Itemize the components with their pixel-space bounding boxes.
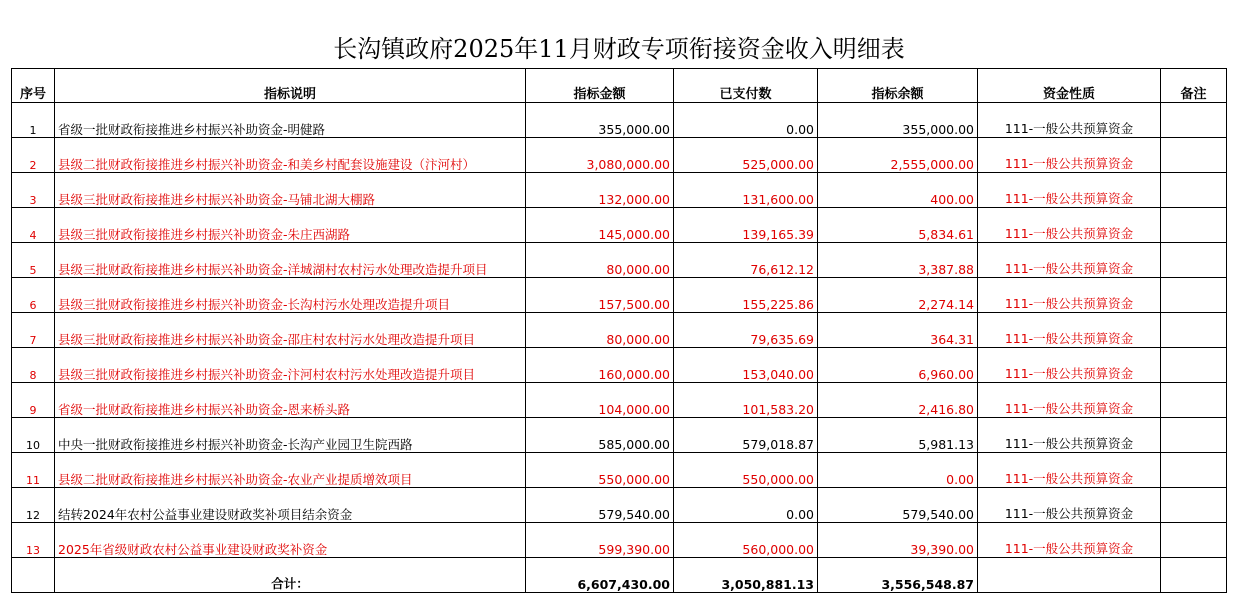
- row-amount: 579,540.00: [526, 488, 674, 523]
- row-balance: 2,416.80: [818, 383, 978, 418]
- row-balance: 2,555,000.00: [818, 138, 978, 173]
- total-label: 合计：: [55, 558, 526, 593]
- row-paid: 79,635.69: [674, 313, 818, 348]
- total-row: [12, 558, 1227, 593]
- row-balance: 579,540.00: [818, 488, 978, 523]
- row-paid: 525,000.00: [674, 138, 818, 173]
- table-row: [12, 418, 1227, 453]
- table-row: [12, 383, 1227, 418]
- row-remark: [1161, 488, 1227, 523]
- row-amount: 104,000.00: [526, 383, 674, 418]
- total-seq: [12, 558, 55, 593]
- header-paid: 已支付数: [674, 69, 818, 103]
- row-balance: 364.31: [818, 313, 978, 348]
- page-title: 长沟镇政府2025年11月财政专项衔接资金收入明细表: [333, 35, 905, 63]
- row-paid: 155,225.86: [674, 278, 818, 313]
- row-nature: 111-一般公共预算资金: [978, 173, 1161, 208]
- fund-table: [11, 68, 1227, 593]
- row-paid: 139,165.39: [674, 208, 818, 243]
- row-remark: [1161, 418, 1227, 453]
- header-balance: 指标余额: [818, 69, 978, 103]
- row-desc: 县级三批财政衔接推进乡村振兴补助资金-汴河村农村污水处理改造提升项目: [55, 348, 526, 383]
- row-paid: 101,583.20: [674, 383, 818, 418]
- total-nature: [978, 558, 1161, 593]
- row-desc: 结转2024年农村公益事业建设财政奖补项目结余资金: [55, 488, 526, 523]
- row-balance: 400.00: [818, 173, 978, 208]
- row-seq: 6: [12, 278, 55, 313]
- row-nature: 111-一般公共预算资金: [978, 348, 1161, 383]
- row-amount: 550,000.00: [526, 453, 674, 488]
- row-remark: [1161, 383, 1227, 418]
- row-nature: 111-一般公共预算资金: [978, 418, 1161, 453]
- table-row: [12, 103, 1227, 138]
- row-balance: 5,981.13: [818, 418, 978, 453]
- table-row: [12, 278, 1227, 313]
- row-amount: 160,000.00: [526, 348, 674, 383]
- row-desc: 县级三批财政衔接推进乡村振兴补助资金-洋城湖村农村污水处理改造提升项目: [55, 243, 526, 278]
- row-nature: 111-一般公共预算资金: [978, 523, 1161, 558]
- row-seq: 8: [12, 348, 55, 383]
- table-row: [12, 453, 1227, 488]
- table-row: [12, 173, 1227, 208]
- header-remark: 备注: [1161, 69, 1227, 103]
- total-amount: 6,607,430.00: [526, 558, 674, 593]
- row-nature: 111-一般公共预算资金: [978, 488, 1161, 523]
- table-body: [12, 103, 1227, 593]
- table-row: [12, 488, 1227, 523]
- row-desc: 县级三批财政衔接推进乡村振兴补助资金-邵庄村农村污水处理改造提升项目: [55, 313, 526, 348]
- row-amount: 132,000.00: [526, 173, 674, 208]
- row-paid: 560,000.00: [674, 523, 818, 558]
- row-seq: 1: [12, 103, 55, 138]
- row-paid: 0.00: [674, 103, 818, 138]
- header-seq: 序号: [12, 69, 55, 103]
- row-amount: 80,000.00: [526, 243, 674, 278]
- row-remark: [1161, 523, 1227, 558]
- row-nature: 111-一般公共预算资金: [978, 313, 1161, 348]
- row-amount: 355,000.00: [526, 103, 674, 138]
- row-amount: 157,500.00: [526, 278, 674, 313]
- row-balance: 2,274.14: [818, 278, 978, 313]
- row-nature: 111-一般公共预算资金: [978, 383, 1161, 418]
- header-row: [12, 69, 1227, 103]
- table-row: [12, 138, 1227, 173]
- row-balance: 355,000.00: [818, 103, 978, 138]
- row-balance: 0.00: [818, 453, 978, 488]
- row-seq: 3: [12, 173, 55, 208]
- row-nature: 111-一般公共预算资金: [978, 208, 1161, 243]
- row-amount: 145,000.00: [526, 208, 674, 243]
- table-row: [12, 313, 1227, 348]
- row-remark: [1161, 173, 1227, 208]
- header-desc: 指标说明: [55, 69, 526, 103]
- row-seq: 2: [12, 138, 55, 173]
- row-desc: 县级三批财政衔接推进乡村振兴补助资金-马铺北湖大棚路: [55, 173, 526, 208]
- row-desc: 县级三批财政衔接推进乡村振兴补助资金-朱庄西湖路: [55, 208, 526, 243]
- total-paid: 3,050,881.13: [674, 558, 818, 593]
- row-seq: 5: [12, 243, 55, 278]
- row-seq: 4: [12, 208, 55, 243]
- row-balance: 5,834.61: [818, 208, 978, 243]
- row-desc: 县级二批财政衔接推进乡村振兴补助资金-农业产业提质增效项目: [55, 453, 526, 488]
- row-desc: 省级一批财政衔接推进乡村振兴补助资金-恩来桥头路: [55, 383, 526, 418]
- total-remark: [1161, 558, 1227, 593]
- row-nature: 111-一般公共预算资金: [978, 103, 1161, 138]
- row-balance: 3,387.88: [818, 243, 978, 278]
- row-nature: 111-一般公共预算资金: [978, 138, 1161, 173]
- total-balance: 3,556,548.87: [818, 558, 978, 593]
- row-nature: 111-一般公共预算资金: [978, 243, 1161, 278]
- row-amount: 599,390.00: [526, 523, 674, 558]
- row-paid: 550,000.00: [674, 453, 818, 488]
- table-row: [12, 208, 1227, 243]
- row-paid: 76,612.12: [674, 243, 818, 278]
- row-desc: 中央一批财政衔接推进乡村振兴补助资金-长沟产业园卫生院西路: [55, 418, 526, 453]
- row-remark: [1161, 313, 1227, 348]
- row-remark: [1161, 348, 1227, 383]
- row-seq: 11: [12, 453, 55, 488]
- row-amount: 3,080,000.00: [526, 138, 674, 173]
- row-desc: 县级二批财政衔接推进乡村振兴补助资金-和美乡村配套设施建设（汴河村）: [55, 138, 526, 173]
- row-desc: 2025年省级财政农村公益事业建设财政奖补资金: [55, 523, 526, 558]
- row-seq: 7: [12, 313, 55, 348]
- row-seq: 10: [12, 418, 55, 453]
- row-amount: 585,000.00: [526, 418, 674, 453]
- row-remark: [1161, 453, 1227, 488]
- row-remark: [1161, 103, 1227, 138]
- row-seq: 13: [12, 523, 55, 558]
- row-balance: 6,960.00: [818, 348, 978, 383]
- table-row: [12, 243, 1227, 278]
- row-desc: 省级一批财政衔接推进乡村振兴补助资金-明健路: [55, 103, 526, 138]
- header-nature: 资金性质: [978, 69, 1161, 103]
- row-seq: 9: [12, 383, 55, 418]
- row-paid: 153,040.00: [674, 348, 818, 383]
- row-desc: 县级三批财政衔接推进乡村振兴补助资金-长沟村污水处理改造提升项目: [55, 278, 526, 313]
- row-paid: 0.00: [674, 488, 818, 523]
- row-nature: 111-一般公共预算资金: [978, 278, 1161, 313]
- row-nature: 111-一般公共预算资金: [978, 453, 1161, 488]
- row-seq: 12: [12, 488, 55, 523]
- row-paid: 131,600.00: [674, 173, 818, 208]
- table-row: [12, 348, 1227, 383]
- row-balance: 39,390.00: [818, 523, 978, 558]
- row-remark: [1161, 138, 1227, 173]
- row-amount: 80,000.00: [526, 313, 674, 348]
- row-remark: [1161, 243, 1227, 278]
- table-row: [12, 523, 1227, 558]
- row-remark: [1161, 208, 1227, 243]
- row-remark: [1161, 278, 1227, 313]
- row-paid: 579,018.87: [674, 418, 818, 453]
- header-amount: 指标金额: [526, 69, 674, 103]
